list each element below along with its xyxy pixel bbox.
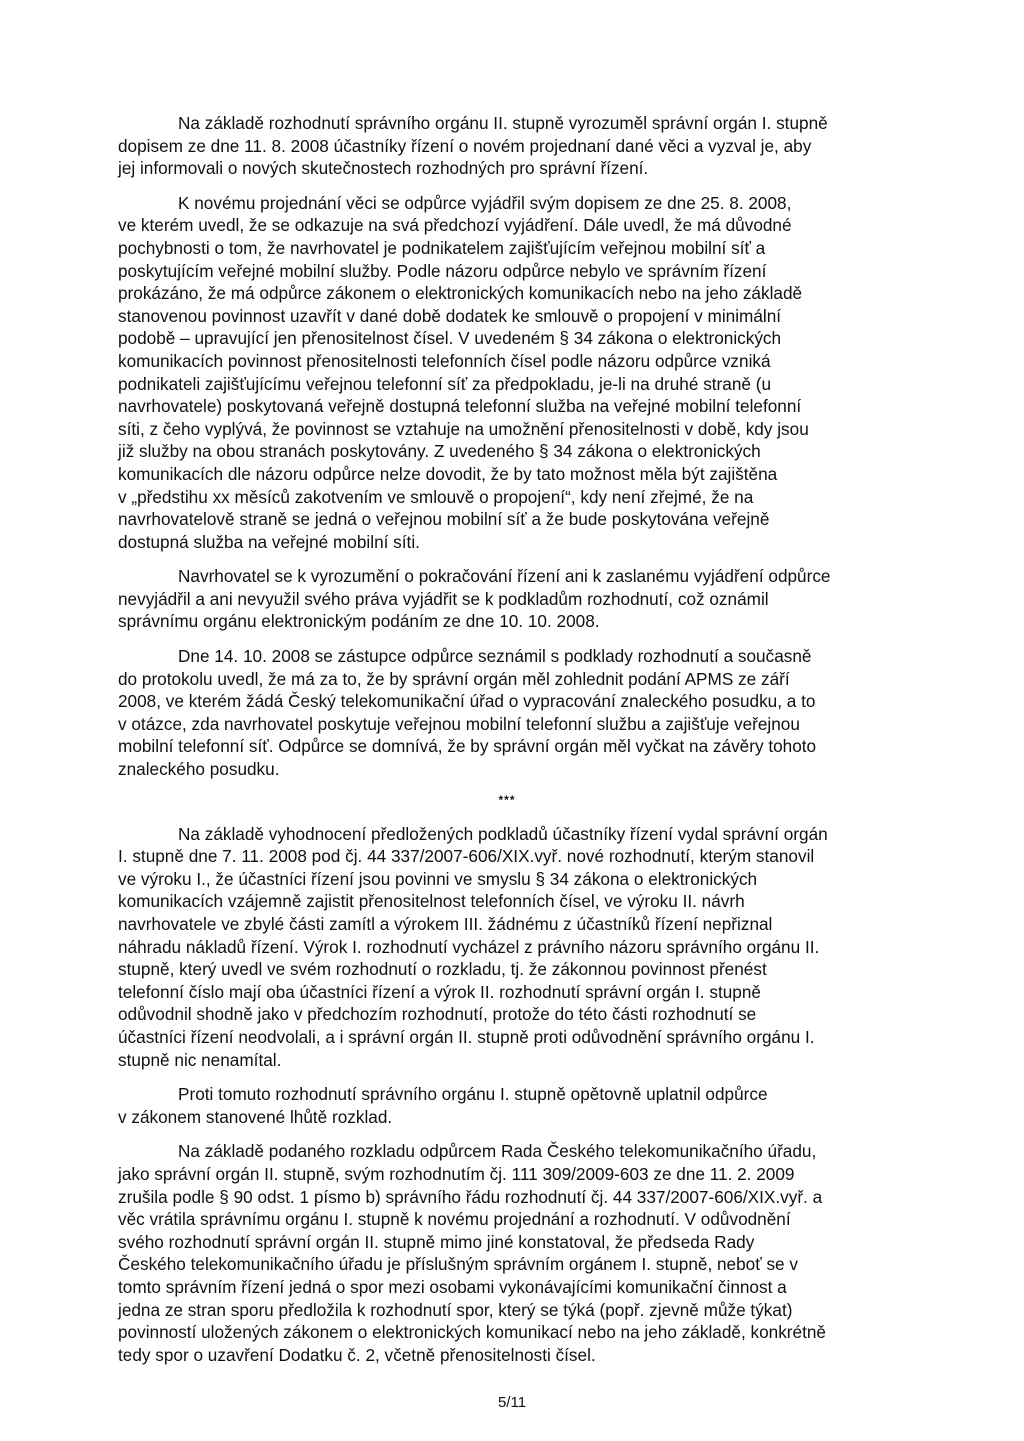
paragraph: Dne 14. 10. 2008 se zástupce odpůrce seznámil s podklady rozhodnutí a současně do protokolu uvedl, že má za to, že by správní orgán měl zohlednit podání APMS ze září 2008, ve kterém žádá Český telekomunikační úřad o vypracování znaleckého posudku, a to v otázce, zda navrhovatel poskytuje veřejnou mobilní telefonní službu a zajišťuje veřejnou mobilní telefonní síť. Odpůrce se domnívá, že by správní orgán měl vyčkat na závěry tohoto znaleckého posudku. bbox=[118, 646, 817, 780]
paragraph: K novému projednání věci se odpůrce vyjádřil svým dopisem ze dne 25. 8. 2008, ve kterém uvedl, že se odkazuje na svá předchozí vyjádření. Dále uvedl, že má důvodné pochybnosti o tom, že navrhovatel je podnikatelem zajišťujícím veřejnou mobilní síť a poskytujícím veřejné mobilní služby. Podle názoru odpůrce nebylo ve správním řízení prokázáno, že má odpůrce zákonem o elektronických komunikacích nebo na jeho základě stanovenou povinnost uzavřít v dané době dodatek ke smlouvě o propojení v minimální podobě – upravující jen přenositelnost čísel. V uvedeném § 34 zákona o elektronických komunikacích povinnost přenositelnosti telefonních čísel podle názoru odpůrce vzniká podnikateli zajišťujícímu veřejnou telefonní síť za předpokladu, je-li na druhé straně (u navrhovatele) poskytovaná veřejně dostupná telefonní služba na veřejné mobilní telefonní síti, z čeho vyplývá, že povinnost se vztahuje na umožnění přenositelnosti v době, kdy jsou již služby na obou stranách poskytovány. Z uvedeného § 34 zákona o elektronických komunikacích dle názoru odpůrce nelze dovodit, že by tato možnost měla být zajištěna v „předstihu xx měsíců zakotvením ve smlouvě o propojení“, kdy není zřejmé, že na navrhovatelově straně se jedná o veřejnou mobilní síť a že bude poskytována veřejně dostupná služba na veřejné mobilní síti. bbox=[118, 192, 809, 552]
section-separator: *** bbox=[498, 792, 516, 807]
paragraph: Na základě rozhodnutí správního orgánu II. stupně vyrozuměl správní orgán I. stupně dopisem ze dne 11. 8. 2008 účastníky řízení o novém projednaní dané věci a vyzval je, aby jej informovali o nových skutečnostech rozhodných pro správní řízení. bbox=[118, 113, 828, 179]
paragraph: Na základě podaného rozkladu odpůrcem Rada Českého telekomunikačního úřadu, jako správní orgán II. stupně, svým rozhodnutím čj. 111 309/2009-603 ze dne 11. 2. 2009 zrušila podle § 90 odst. 1 písmo b) správního řádu rozhodnutí čj. 44 337/2007-606/XIX.vyř. a věc vrátila správnímu orgánu I. stupně k novému projednání a rozhodnutí. V odůvodnění svého rozhodnutí správní orgán II. stupně mimo jiné konstatoval, že předseda Rady Českého telekomunikačního úřadu je příslušným správním orgánem I. stupně, neboť se v tomto správním řízení jedná o spor mezi osobami vykonávajícími komunikační činnost a jedna ze stran sporu předložila k rozhodnutí spor, který se týká (popř. zjevně může týkat) povinností uložených zákonem o elektronických komunikací nebo na jeho základě, konkrétně tedy spor o uzavření Dodatku č. 2, včetně přenositelnosti čísel. bbox=[118, 1141, 826, 1365]
paragraph: Proti tomuto rozhodnutí správního orgánu I. stupně opětovně uplatnil odpůrce v zákonem stanovené lhůtě rozklad. bbox=[118, 1084, 768, 1127]
paragraph: Na základě vyhodnocení předložených podkladů účastníky řízení vydal správní orgán I. stupně dne 7. 11. 2008 pod čj. 44 337/2007-606/XIX.vyř. nové rozhodnutí, kterým stanovil ve výroku I., že účastníci řízení jsou povinni ve smyslu § 34 zákona o elektronických komunikacích vzájemně zajistit přenositelnost telefonních čísel, ve výroku II. návrh navrhovatele ve zbylé části zamítl a výrokem III. žádnému z účastníků řízení nepřiznal náhradu nákladů řízení. Výrok I. rozhodnutí vycházel z právního názoru správního orgánu II. stupně, který uvedl ve svém rozhodnutí o rozkladu, tj. že zákonnou povinnost přenést telefonní číslo mají oba účastníci řízení a výrok II. rozhodnutí správní orgán I. stupně odůvodnil shodně jako v předchozím rozhodnutí, protože do této části rozhodnutí se účastníci řízení neodvolali, a i správní orgán II. stupně proti odůvodnění správního orgánu I. stupně nic nenamítal. bbox=[118, 823, 828, 1070]
document-body bbox=[118, 112, 896, 1378]
paragraph: Navrhovatel se k vyrozumění o pokračování řízení ani k zaslanému vyjádření odpůrce nevyjádřil a ani nevyužil svého práva vyjádřit se k podkladům rozhodnutí, což oznámil správnímu orgánu elektronickým podáním ze dne 10. 10. 2008. bbox=[118, 566, 831, 632]
page-number: 5/11 bbox=[497, 1394, 527, 1411]
